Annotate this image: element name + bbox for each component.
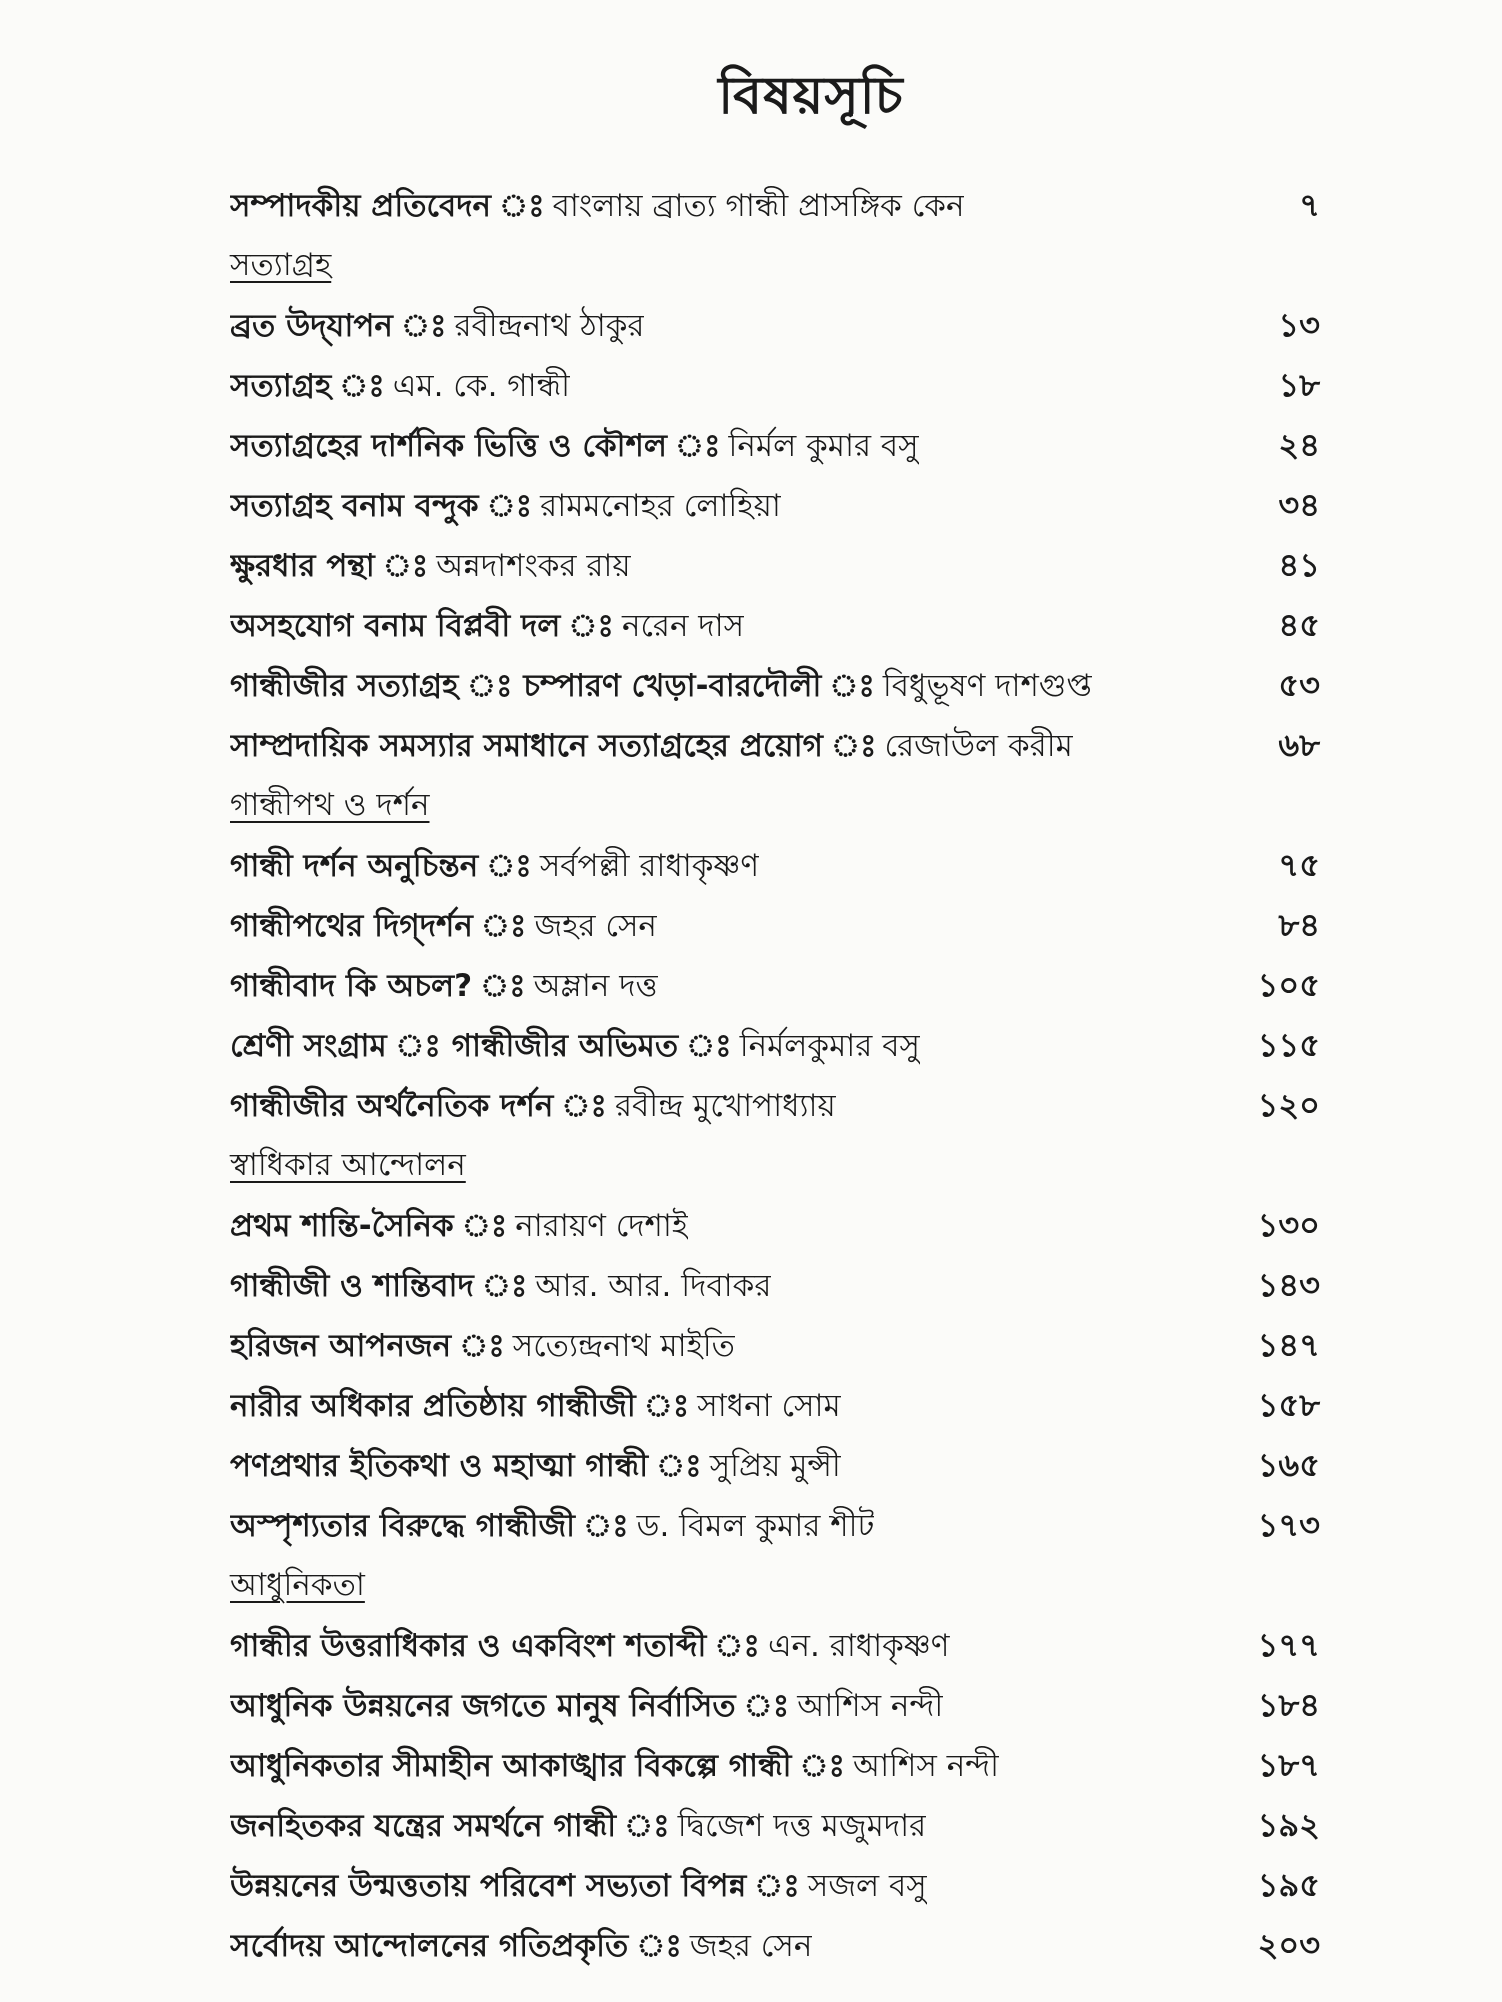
entry-separator: ঃ <box>486 488 533 524</box>
entry-page-number: ৪১ <box>1278 546 1320 584</box>
entry-title: গান্ধীবাদ কি অচল? <box>230 968 473 1004</box>
entry-separator: ঃ <box>636 1928 682 1964</box>
entry-author: জহর সেন <box>689 1928 813 1964</box>
entry-page-number: ১৩ <box>1278 306 1320 344</box>
entry-page-number: ১৪৩ <box>1257 1266 1320 1304</box>
section-heading <box>230 775 1320 835</box>
entry-title: গান্ধীজীর সত্যাগ্রহ ঃ চম্পারণ খেড়া-বারদৌলী <box>230 668 822 704</box>
entry-separator: ঃ <box>643 1388 690 1424</box>
toc-entry <box>230 535 1320 595</box>
entry-title: সত্যাগ্রহ <box>230 368 332 404</box>
entry-page-number: ২০৩ <box>1257 1926 1320 1964</box>
section-heading-text: গান্ধীপথ ও দর্শন <box>230 787 430 823</box>
entry-separator: ঃ <box>686 1028 732 1064</box>
entry-title: সত্যাগ্রহের দার্শনিক ভিত্তি ও কৌশল <box>230 428 667 464</box>
entry-separator: ঃ <box>583 1508 629 1544</box>
entry-title: ব্রত উদ্‌যাপন <box>230 308 393 344</box>
entry-separator: ঃ <box>459 1328 505 1364</box>
entry-author: দ্বিজেশ দত্ত মজুমদার <box>677 1808 927 1844</box>
entry-title: গান্ধীজীর অর্থনৈতিক দর্শন <box>230 1088 554 1124</box>
entry-separator: ঃ <box>481 1268 528 1304</box>
entry-author: ড. বিমল কুমার শীট <box>636 1508 875 1544</box>
section-heading-text: সত্যাগ্রহ <box>230 247 332 283</box>
entry-author: সুপ্রিয় মুন্সী <box>709 1448 841 1484</box>
entry-title: নারীর অধিকার প্রতিষ্ঠায় গান্ধীজী <box>230 1388 636 1424</box>
entry-title: গান্ধীজী ও শান্তিবাদ <box>230 1268 474 1304</box>
entry-page-number: ১২০ <box>1257 1086 1320 1124</box>
entry-title: প্রথম শান্তি-সৈনিক <box>230 1208 454 1244</box>
entry-separator: ঃ <box>339 368 385 404</box>
entry-page-number: ১৮ <box>1278 366 1320 404</box>
entry-page-number: ৪৫ <box>1278 606 1320 644</box>
entry-title: অসহযোগ বনাম বিপ্লবী দল <box>230 608 561 644</box>
toc-entry <box>230 655 1320 715</box>
toc-entry <box>230 1195 1320 1255</box>
toc-entry <box>230 475 1320 535</box>
section-heading <box>230 1555 1320 1615</box>
entry-page-number: ১৭৭ <box>1257 1626 1320 1664</box>
toc-entry <box>230 1435 1320 1495</box>
entry-page-number: ১৯৫ <box>1257 1866 1320 1904</box>
entry-title: শ্রেণী সংগ্রাম ঃ গান্ধীজীর অভিমত <box>230 1028 679 1064</box>
entry-page-number: ১৯২ <box>1257 1806 1320 1844</box>
entry-page-number: ২৪ <box>1278 426 1320 464</box>
entry-separator: ঃ <box>754 1868 800 1904</box>
entry-author: আশিস নন্দী <box>853 1748 999 1784</box>
entry-separator: ঃ <box>743 1688 790 1724</box>
entry-title: ক্ষুরধার পন্থা <box>230 548 375 584</box>
entry-title: গান্ধী দর্শন অনুচিন্তন <box>230 848 479 884</box>
entry-separator: ঃ <box>829 668 875 704</box>
toc-entry <box>230 1675 1320 1735</box>
entry-separator: ঃ <box>382 548 429 584</box>
entry-page-number: ১০৫ <box>1257 966 1320 1004</box>
entry-page-number: ৮৪ <box>1278 906 1320 944</box>
toc-entry <box>230 835 1320 895</box>
entry-author: আশিস নন্দী <box>797 1688 944 1724</box>
entry-separator: ঃ <box>674 428 721 464</box>
entry-separator: ঃ <box>480 908 527 944</box>
page-title: বিষয়সূচি <box>718 66 904 126</box>
entry-title: অস্পৃশ্যতার বিরুদ্ধে গান্ধীজী <box>230 1508 576 1544</box>
entry-page-number: ৭৫ <box>1278 846 1320 884</box>
entry-separator: ঃ <box>400 308 447 344</box>
entry-title: সত্যাগ্রহ বনাম বন্দুক <box>230 488 479 524</box>
entry-author: এন. রাধাকৃষ্ণণ <box>767 1628 950 1664</box>
table-of-contents <box>230 175 1320 1975</box>
entry-author: অন্নদাশংকর রায় <box>436 548 631 584</box>
toc-entry <box>230 895 1320 955</box>
entry-title: আধুনিক উন্নয়নের জগতে মানুষ নির্বাসিত <box>230 1688 736 1724</box>
entry-author: বিধুভূষণ দাশগুপ্ত <box>882 668 1092 704</box>
entry-page-number: ১৭৩ <box>1257 1506 1320 1544</box>
entry-separator: ঃ <box>499 188 545 224</box>
toc-entry <box>230 715 1320 775</box>
entry-author: আর. আর. দিবাকর <box>535 1268 772 1304</box>
toc-entry <box>230 415 1320 475</box>
toc-entry <box>230 1315 1320 1375</box>
entry-author: রবীন্দ্রনাথ ঠাকুর <box>454 308 645 344</box>
entry-page-number: ৫৩ <box>1278 666 1320 704</box>
toc-entry <box>230 955 1320 1015</box>
entry-page-number: ১৮৭ <box>1257 1746 1320 1784</box>
entry-title: গান্ধীর উত্তরাধিকার ও একবিংশ শতাব্দী <box>230 1628 707 1664</box>
entry-author: সর্বপল্লী রাধাকৃষ্ণণ <box>539 848 760 884</box>
section-heading-text: স্বাধিকার আন্দোলন <box>230 1147 466 1183</box>
entry-author: রবীন্দ্র মুখোপাধ্যায় <box>614 1088 836 1124</box>
entry-author: জহর সেন <box>534 908 657 944</box>
entry-author: এম. কে. গান্ধী <box>392 368 570 404</box>
section-heading <box>230 235 1320 295</box>
toc-entry <box>230 1075 1320 1135</box>
entry-title: সাম্প্রদায়িক সমস্যার সমাধানে সত্যাগ্রহের প্রয়োগ <box>230 728 823 764</box>
entry-separator: ঃ <box>561 1088 607 1124</box>
entry-author: সত্যেন্দ্রনাথ মাইতি <box>512 1328 735 1364</box>
entry-author: নারায়ণ দেশাই <box>515 1208 689 1244</box>
toc-entry-intro <box>230 175 1320 235</box>
entry-title: হরিজন আপনজন <box>230 1328 452 1364</box>
toc-entry <box>230 295 1320 355</box>
section-heading-text: আধুনিকতা <box>230 1567 365 1603</box>
entry-page-number: ৩৪ <box>1278 486 1320 524</box>
entry-author: নির্মল কুমার বসু <box>728 428 919 464</box>
toc-entry <box>230 1735 1320 1795</box>
toc-entry <box>230 355 1320 415</box>
toc-entry <box>230 1795 1320 1855</box>
entry-separator: ঃ <box>480 968 526 1004</box>
entry-page-number: ১৫৮ <box>1257 1386 1320 1424</box>
entry-author: সজল বসু <box>807 1868 927 1904</box>
toc-entry <box>230 1015 1320 1075</box>
entry-separator: ঃ <box>830 728 877 764</box>
toc-entry <box>230 1495 1320 1555</box>
entry-page-number: ৭ <box>1299 186 1320 224</box>
entry-title: জনহিতকর যন্ত্রের সমর্থনে গান্ধী <box>230 1808 617 1844</box>
toc-entry <box>230 1375 1320 1435</box>
entry-title: সম্পাদকীয় প্রতিবেদন <box>230 188 492 224</box>
entry-separator: ঃ <box>799 1748 846 1784</box>
toc-entry <box>230 595 1320 655</box>
entry-author: অম্লান দত্ত <box>533 968 658 1004</box>
entry-title: গান্ধীপথের দিগ্‌দর্শন <box>230 908 473 944</box>
entry-separator: ঃ <box>486 848 532 884</box>
toc-entry <box>230 1855 1320 1915</box>
toc-entry <box>230 1615 1320 1675</box>
entry-page-number: ৬৮ <box>1278 726 1320 764</box>
entry-separator: ঃ <box>461 1208 508 1244</box>
entry-separator: ঃ <box>568 608 614 644</box>
entry-page-number: ১৩০ <box>1257 1206 1320 1244</box>
entry-page-number: ১৪৭ <box>1257 1326 1320 1364</box>
entry-author: বাংলায় ব্রাত্য গান্ধী প্রাসঙ্গিক কেন <box>552 188 965 224</box>
entry-title: আধুনিকতার সীমাহীন আকাঙ্খার বিকল্পে গান্ধী <box>230 1748 792 1784</box>
entry-title: সর্বোদয় আন্দোলনের গতিপ্রকৃতি <box>230 1928 629 1964</box>
toc-entry <box>230 1255 1320 1315</box>
entry-page-number: ১১৫ <box>1257 1026 1320 1064</box>
section-heading <box>230 1135 1320 1195</box>
entry-author: সাধনা সোম <box>697 1388 841 1424</box>
entry-author: নির্মলকুমার বসু <box>739 1028 920 1064</box>
toc-entry <box>230 1915 1320 1975</box>
entry-page-number: ১৬৫ <box>1257 1446 1320 1484</box>
entry-separator: ঃ <box>714 1628 760 1664</box>
entry-page-number: ১৮৪ <box>1257 1686 1320 1724</box>
entry-separator: ঃ <box>656 1448 702 1484</box>
entry-author: রামমনোহর লোহিয়া <box>540 488 781 524</box>
entry-author: নরেন দাস <box>621 608 745 644</box>
entry-separator: ঃ <box>624 1808 670 1844</box>
entry-title: পণপ্রথার ইতিকথা ও মহাত্মা গান্ধী <box>230 1448 649 1484</box>
entry-author: রেজাউল করীম <box>884 728 1073 764</box>
entry-title: উন্নয়নের উন্মত্ততায় পরিবেশ সভ্যতা বিপন্ন <box>230 1868 747 1904</box>
